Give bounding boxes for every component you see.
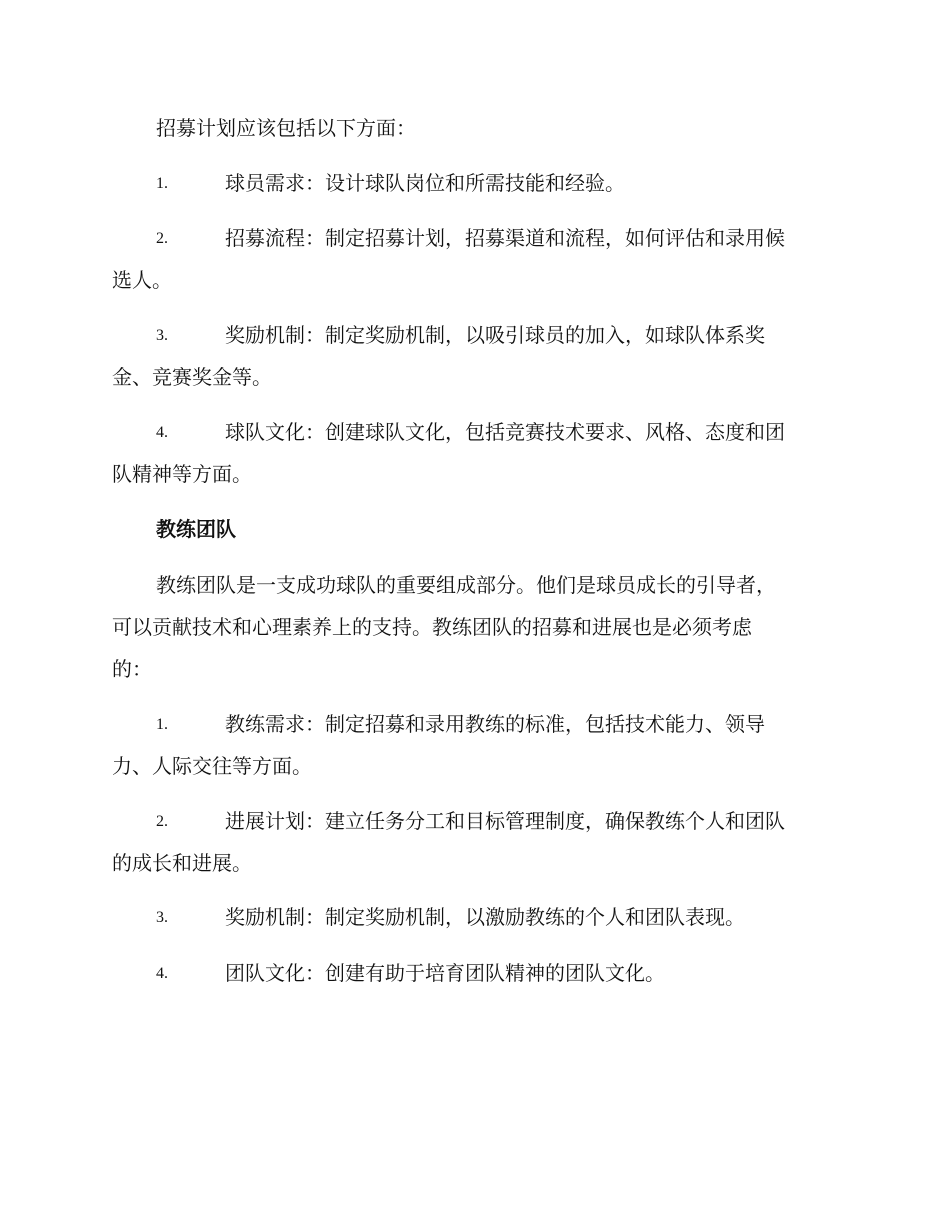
paragraph-line: 教练团队是一支成功球队的重要组成部分。他们是球员成长的引导者， (156, 573, 776, 597)
list-text-continuation: 队精神等方面。 (112, 462, 252, 486)
list-number: 4. (156, 424, 168, 441)
list-text: 奖励机制：制定奖励机制，以吸引球员的加入，如球队体系奖 (225, 323, 765, 347)
list-number: 3. (156, 327, 168, 344)
list-text-continuation: 选人。 (112, 268, 172, 292)
list-text: 团队文化：创建有助于培育团队精神的团队文化。 (225, 961, 665, 985)
list-text: 教练需求：制定招募和录用教练的标准，包括技术能力、领导 (225, 712, 765, 736)
list-text: 进展计划：建立任务分工和目标管理制度，确保教练个人和团队 (225, 809, 785, 833)
list-text-continuation: 力、人际交往等方面。 (112, 754, 312, 778)
list-text: 奖励机制：制定奖励机制，以激励教练的个人和团队表现。 (225, 905, 745, 929)
list-text: 球员需求：设计球队岗位和所需技能和经验。 (225, 171, 625, 195)
list-number: 1. (156, 716, 168, 733)
paragraph-line: 可以贡献技术和心理素养上的支持。教练团队的招募和进展也是必须考虑 (112, 615, 752, 639)
list-text-continuation: 金、竞赛奖金等。 (112, 365, 272, 389)
list-text-continuation: 的成长和进展。 (112, 851, 252, 875)
paragraph-line: 的： (112, 657, 152, 681)
list-text: 招募流程：制定招募计划，招募渠道和流程，如何评估和录用候 (225, 226, 785, 250)
list-number: 2. (156, 813, 168, 830)
list-number: 3. (156, 909, 168, 926)
list-number: 1. (156, 175, 168, 192)
list-text: 球队文化：创建球队文化，包括竞赛技术要求、风格、态度和团 (225, 420, 785, 444)
list-number: 2. (156, 230, 168, 247)
section-heading: 教练团队 (156, 517, 236, 541)
intro-text: 招募计划应该包括以下方面： (156, 116, 416, 140)
list-number: 4. (156, 965, 168, 982)
